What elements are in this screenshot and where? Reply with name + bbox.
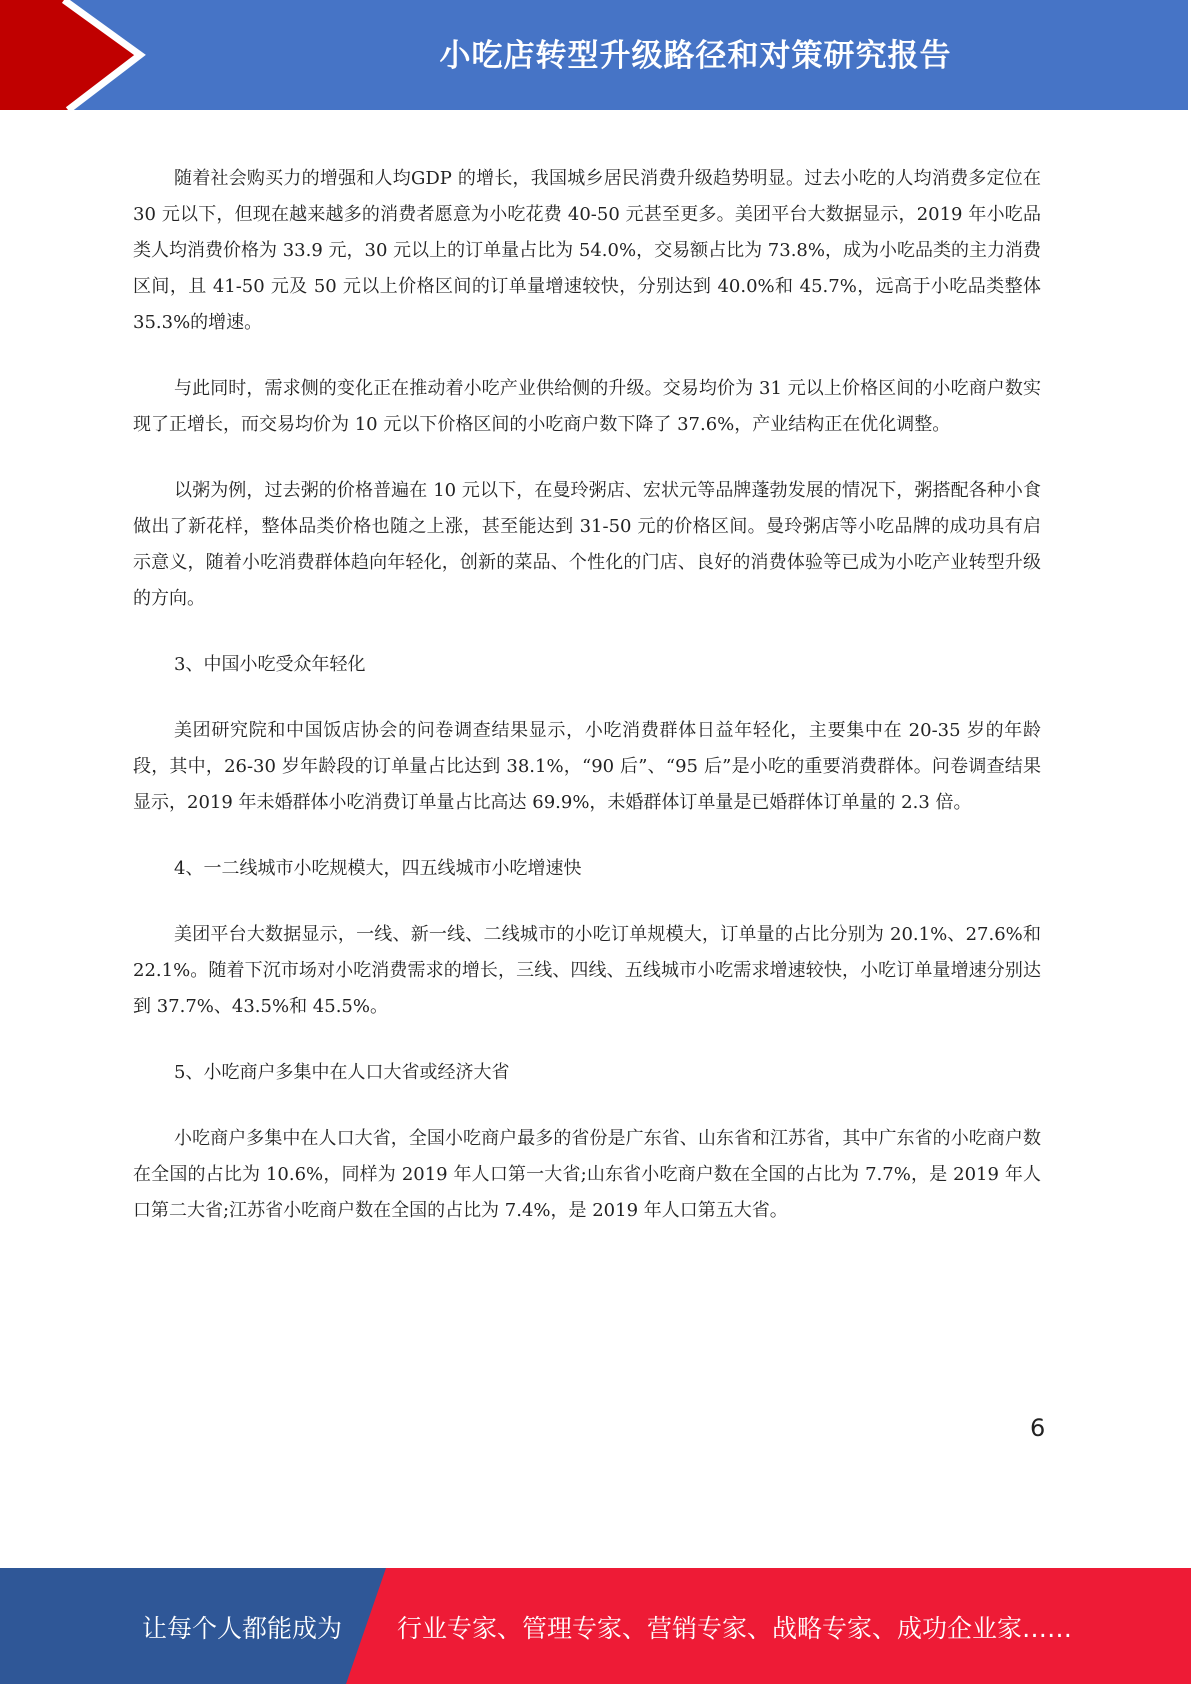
footer-slogan-right: 行业专家、管理专家、营销专家、战略专家、成功企业家…… bbox=[397, 1614, 1073, 1643]
section-heading: 4、一二线城市小吃规模大，四五线城市小吃增速快 bbox=[174, 858, 582, 879]
footer-slogan-left: 让每个人都能成为 bbox=[142, 1614, 343, 1643]
footer-banner bbox=[0, 1568, 1191, 1684]
section-heading: 5、小吃商户多集中在人口大省或经济大省 bbox=[174, 1062, 510, 1083]
header-banner bbox=[0, 0, 1191, 110]
paragraph: 以粥为例，过去粥的价格普遍在 10 元以下，在曼玲粥店、宏状元等品牌蓬勃发展的情况下，粥搭配各种小食做出了新花样，整体品类价格也随之上涨，甚至能达到 31-50 元的价格区间。曼玲粥店等小吃品牌的成功具有启示意义，随着小吃消费群体趋向年轻化，创新的菜品、个性化的门店、良好的消费体验等已成为小吃产业转型升级的方向。 bbox=[133, 480, 1041, 609]
page-number: 6 bbox=[1030, 1414, 1046, 1442]
paragraph: 美团研究院和中国饭店协会的问卷调查结果显示，小吃消费群体日益年轻化，主要集中在 20-35 岁的年龄段，其中，26-30 岁年龄段的订单量占比达到 38.1%，“90 后”、“95 后”是小吃的重要消费群体。问卷调查结果显示，2019 年未婚群体小吃消费订单量占比高达 69.9%，未婚群体订单量是已婚群体订单量的 2.3 倍。 bbox=[133, 720, 1041, 813]
paragraph: 随着社会购买力的增强和人均GDP 的增长，我国城乡居民消费升级趋势明显。过去小吃的人均消费多定位在 30 元以下，但现在越来越多的消费者愿意为小吃花费 40-50 元甚至更多。美团平台大数据显示，2019 年小吃品类人均消费价格为 33.9 元，30 元以上的订单量占比为 54.0%，交易额占比为 73.8%，成为小吃品类的主力消费区间，且 41-50 元及 50 元以上价格区间的订单量增速较快，分别达到 40.0%和 45.7%，远高于小吃品类整体 35.3%的增速。 bbox=[133, 168, 1041, 333]
document-title: 小吃店转型升级路径和对策研究报告 bbox=[439, 38, 952, 74]
paragraph: 美团平台大数据显示，一线、新一线、二线城市的小吃订单规模大，订单量的占比分别为 20.1%、27.6%和 22.1%。随着下沉市场对小吃消费需求的增长，三线、四线、五线城市小吃需求增速较快，小吃订单量增速分别达到 37.7%、43.5%和 45.5%。 bbox=[133, 924, 1041, 1017]
document-body bbox=[133, 161, 1041, 1259]
paragraph: 与此同时，需求侧的变化正在推动着小吃产业供给侧的升级。交易均价为 31 元以上价格区间的小吃商户数实现了正增长，而交易均价为 10 元以下价格区间的小吃商户数下降了 37.6%，产业结构正在优化调整。 bbox=[133, 378, 1041, 435]
section-heading: 3、中国小吃受众年轻化 bbox=[174, 654, 366, 675]
paragraph: 小吃商户多集中在人口大省，全国小吃商户最多的省份是广东省、山东省和江苏省，其中广东省的小吃商户数在全国的占比为 10.6%，同样为 2019 年人口第一大省;山东省小吃商户数在全国的占比为 7.7%，是 2019 年人口第二大省;江苏省小吃商户数在全国的占比为 7.4%，是 2019 年人口第五大省。 bbox=[133, 1128, 1041, 1221]
